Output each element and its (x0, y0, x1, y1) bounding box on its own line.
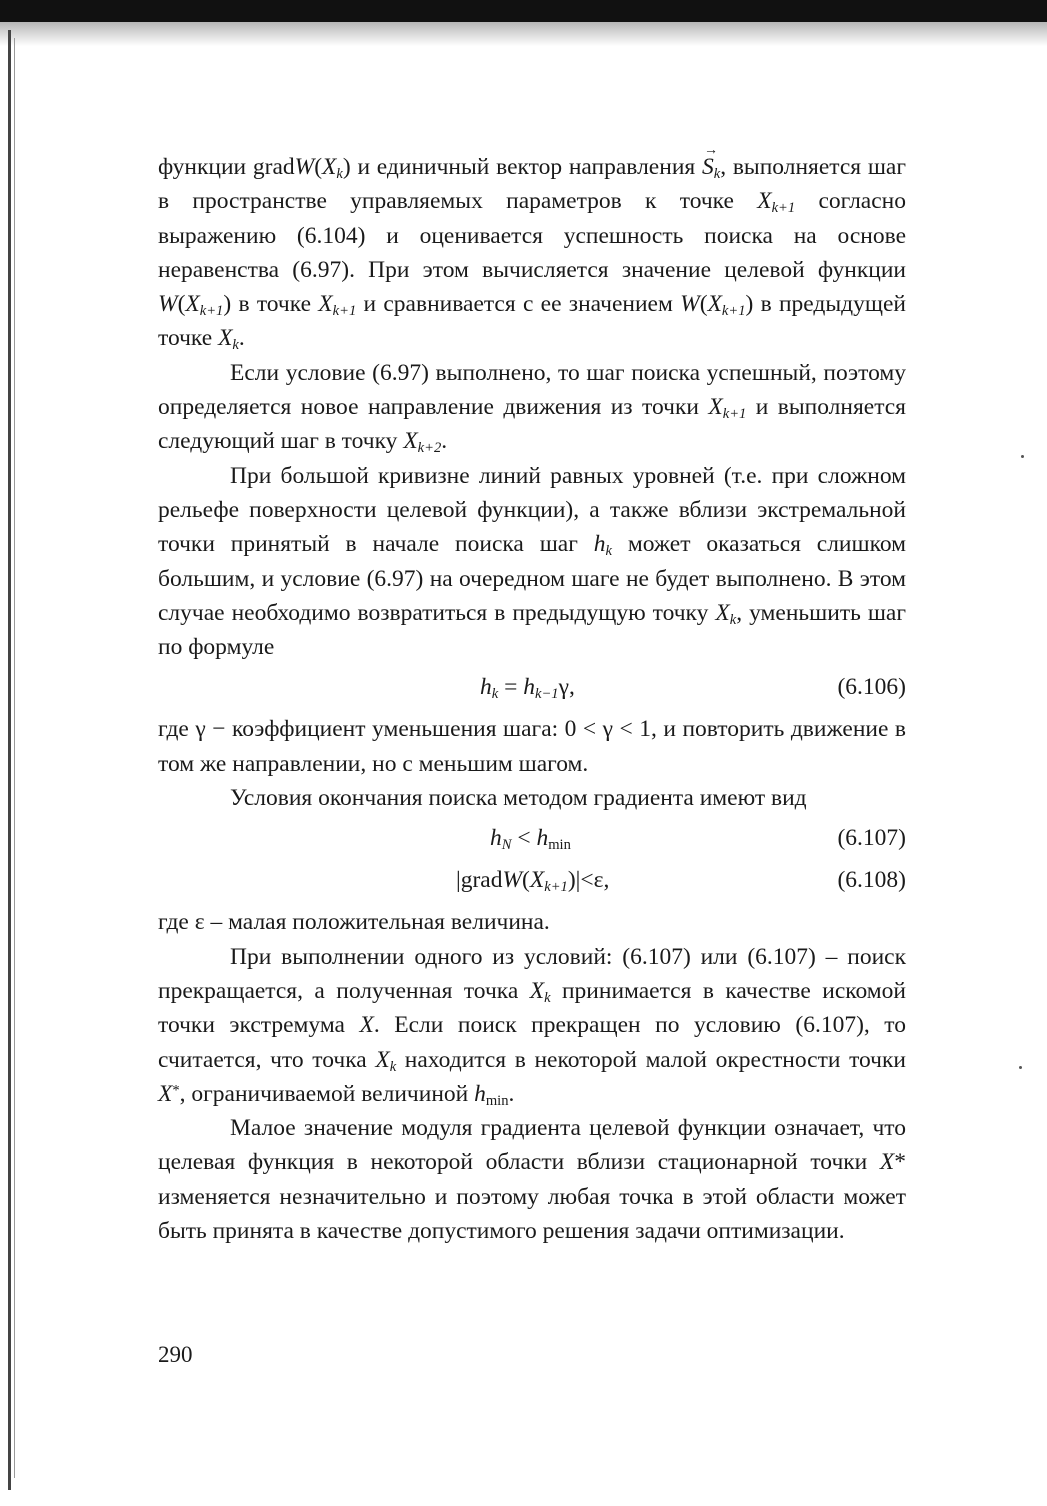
scan-speck (1021, 455, 1024, 458)
math-var: X (715, 599, 730, 626)
text: , уменьшить шаг по формуле (158, 599, 906, 661)
page-number: 290 (158, 1342, 193, 1367)
text: может оказаться слишком большим, и условие (6.97) на очередном шаге не будет выполнено. В этом случае необходимо возвратиться в предыдущую точку (158, 531, 906, 626)
text: ( (177, 291, 186, 318)
scan-speck (1019, 1066, 1022, 1069)
math-superscript: * (894, 1149, 906, 1176)
equation-6-107 (158, 821, 906, 857)
math-operator: = (498, 674, 524, 701)
math-text: ( (522, 867, 530, 894)
text: , выполняется шаг в пространстве управляемых параметров к точке (158, 154, 906, 215)
math-var: X (529, 977, 545, 1004)
math-subscript: k+1 (722, 406, 747, 423)
math-subscript: k+2 (417, 440, 442, 457)
math-subscript: k (544, 990, 551, 1007)
math-var: X (403, 428, 418, 455)
text: ( (699, 291, 708, 318)
equation-formula (490, 821, 571, 855)
text: принимается в качестве искомой точки экстремума (158, 977, 906, 1039)
math-var: X (708, 394, 723, 421)
text: ) в предыдущей точке (158, 291, 906, 352)
math-subscript: k (713, 166, 721, 183)
math-superscript: * (172, 1082, 180, 1099)
math-var: h (523, 674, 535, 701)
equation-6-106 (158, 670, 906, 706)
math-text: |grad (456, 867, 503, 894)
paragraph-6 (158, 905, 906, 939)
text: и сравнивается с ее значением (356, 291, 681, 318)
math-var: X (158, 1080, 173, 1107)
math-subscript: k−1 (534, 686, 559, 703)
text: При большой кривизне линий равных уровней (т.е. при сложном рельефе поверхности целевой функции), а также вблизи экстремальной точки принятый в начале поиска шаг (158, 462, 906, 558)
paragraph-1 (158, 150, 906, 356)
math-subscript: N (501, 837, 512, 854)
math-subscript: min (548, 837, 571, 854)
text: и выполняется следующий шаг в точку (158, 394, 906, 455)
page-body (158, 150, 906, 1248)
paragraph-5 (158, 781, 906, 815)
math-var: h (490, 825, 502, 852)
paragraph-3 (158, 459, 906, 665)
math-text: )|<ε, (567, 867, 610, 894)
math-subscript: k+1 (544, 879, 568, 896)
text: . (508, 1080, 515, 1107)
math-subscript: k+1 (332, 303, 357, 320)
math-var: X (707, 291, 722, 318)
text: где ε – малая положительная величина. (158, 909, 550, 936)
math-var: X (879, 1149, 895, 1176)
text: ) в точке (223, 291, 319, 318)
text: . Если поиск прекращен по условию (6.107), то считается, что точка (158, 1012, 906, 1073)
math-text: γ, (558, 674, 575, 701)
math-subscript: k+1 (721, 303, 746, 320)
math-var: h (536, 825, 549, 852)
text: Если условие (6.97) выполнено, то шаг поиска успешный, поэтому определяется новое направление движения из точки (158, 359, 906, 421)
math-subscript: k (605, 543, 612, 560)
text: . (441, 428, 448, 455)
math-var: W (502, 867, 523, 894)
math-operator: < (511, 825, 537, 852)
math-var: X (359, 1012, 374, 1039)
text: , ограничиваемой величиной (179, 1080, 475, 1107)
math-subscript: k+1 (771, 200, 796, 217)
text: При выполнении одного из условий: (6.107) или (6.107) – поиск прекращается, а полученная точка (158, 943, 906, 1004)
text: изменяется незначительно и поэтому любая точка в этой области может быть принята в качестве допустимого решения задачи оптимизации. (158, 1183, 906, 1245)
math-var: W (294, 154, 315, 180)
equation-6-108 (158, 863, 906, 899)
equation-number: (6.107) (837, 825, 906, 852)
paragraph-4 (158, 712, 906, 781)
vector-symbol: → S (702, 150, 714, 184)
math-var: h (474, 1080, 486, 1107)
math-var: W (158, 291, 178, 318)
math-subscript: k (232, 337, 239, 354)
math-subscript: k (336, 166, 343, 183)
text: . (238, 325, 245, 352)
text: где γ − коэффициент уменьшения шага: 0 < γ < 1, и повторить движение в том же направлении, но с меньшим шагом. (158, 716, 906, 777)
equation-formula (456, 863, 609, 897)
paragraph-8 (158, 1111, 906, 1248)
math-var: X (757, 188, 772, 215)
math-var: X (318, 291, 333, 318)
math-subscript: k+1 (199, 303, 224, 320)
math-var: h (480, 674, 492, 701)
scan-top-shadow (0, 22, 1047, 46)
math-var: X (375, 1046, 390, 1073)
text: Малое значение модуля градиента целевой функции означает, что целевая функция в некоторой области вблизи стационарной точки (158, 1115, 906, 1176)
text: Условия окончания поиска методом градиента имеют вид (230, 785, 807, 812)
math-var: W (680, 291, 700, 318)
math-subscript: min (485, 1092, 509, 1109)
scan-left-edge (14, 38, 15, 1478)
text: ( (314, 154, 323, 180)
paragraph-2 (158, 356, 906, 459)
math-var: h (593, 531, 606, 558)
text: ) и единичный вектор направления (342, 154, 702, 180)
math-subscript: k (491, 686, 499, 703)
text: согласно выражению (6.104) и оценивается успешность поиска на основе неравенства (6.97). При этом вычисляется значение целевой функции (158, 188, 906, 283)
paragraph-7 (158, 940, 906, 1111)
math-var: X (185, 291, 200, 318)
text: находится в некоторой малой окрестности точки (396, 1046, 906, 1073)
math-var: X (218, 325, 233, 352)
equation-number: (6.108) (837, 867, 906, 894)
scan-top-border (0, 0, 1047, 22)
math-subscript: k (389, 1058, 397, 1075)
math-subscript: k (729, 611, 737, 628)
equation-formula (480, 670, 575, 704)
scan-left-border (8, 30, 11, 1490)
math-var: X (529, 867, 545, 894)
text: функции grad (158, 154, 295, 180)
equation-number: (6.106) (837, 674, 906, 701)
math-var: X (322, 154, 337, 180)
